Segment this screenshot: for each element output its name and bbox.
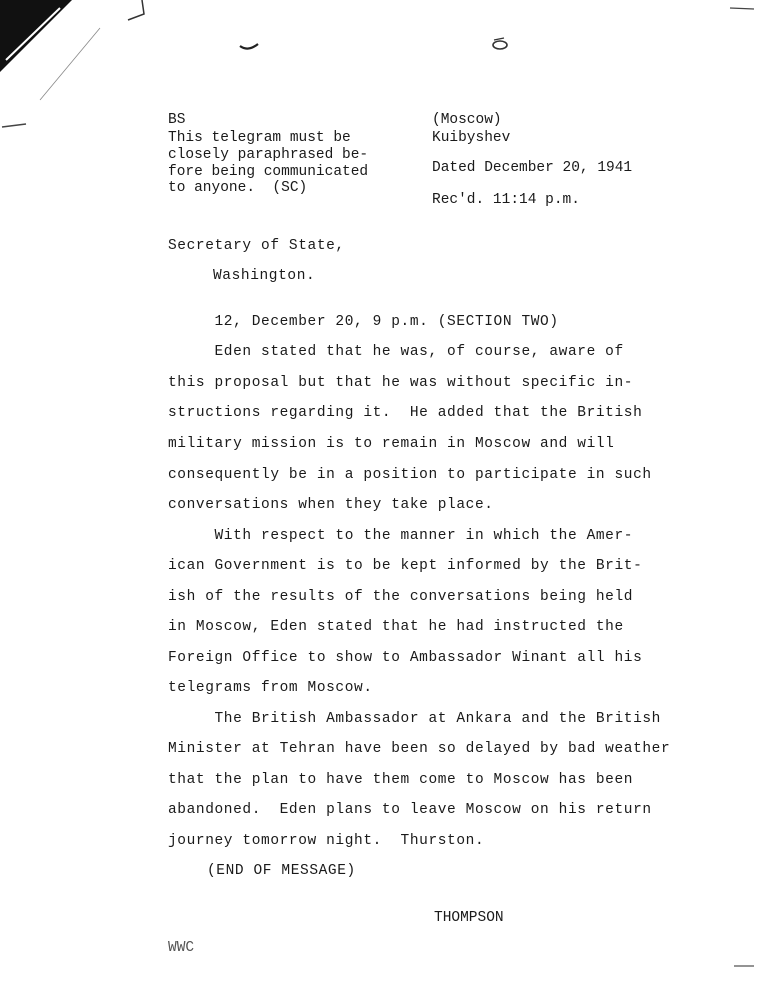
body-line: in Moscow, Eden stated that he had instructed the: [168, 619, 624, 635]
origin-line-1: (Moscow): [432, 112, 502, 128]
origin-line-2: Kuibyshev: [432, 130, 511, 146]
body-line: structions regarding it. He added that the British: [168, 405, 643, 421]
body-line: this proposal but that he was without specific in-: [168, 375, 634, 391]
body-line: conversations when they take place.: [168, 497, 494, 513]
dated-line: Dated December 20, 1941: [432, 160, 633, 176]
message-code: BS: [168, 112, 186, 128]
signature: THOMPSON: [434, 910, 504, 926]
body-line: abandoned. Eden plans to leave Moscow on his return: [168, 802, 652, 818]
addressee-line-2: Washington.: [213, 268, 316, 284]
edge-mark-bottom-right: [732, 962, 758, 970]
received-line: Rec'd. 11:14 p.m.: [432, 192, 580, 208]
end-of-message: (END OF MESSAGE): [207, 863, 356, 879]
body-line: telegrams from Moscow.: [168, 680, 373, 696]
body-line: that the plan to have them come to Moscow has been: [168, 772, 634, 788]
paraphrase-notice-line-3: fore being communicated: [168, 164, 369, 180]
body-line: Eden stated that he was, of course, aware of: [168, 344, 624, 360]
body-line: consequently be in a position to participate in such: [168, 467, 652, 483]
body-line: Foreign Office to show to Ambassador Winant all his: [168, 650, 643, 666]
body-line: ish of the results of the conversations being held: [168, 589, 634, 605]
punch-mark-left: [238, 40, 260, 54]
body-line: Minister at Tehran have been so delayed by bad weather: [168, 741, 671, 757]
corner-shadow-mark: [0, 0, 150, 130]
body-line: ican Government is to be kept informed by the Brit-: [168, 558, 643, 574]
punch-mark-right: [490, 36, 510, 52]
paraphrase-notice-line-2: closely paraphrased be-: [168, 147, 369, 163]
typist-initials: WWC: [168, 940, 195, 956]
edge-mark-top-right: [728, 4, 758, 12]
addressee-line-1: Secretary of State,: [168, 238, 345, 254]
paraphrase-notice-line-4: to anyone. (SC): [168, 180, 308, 196]
body-line: military mission is to remain in Moscow and will: [168, 436, 615, 452]
paraphrase-notice-line-1: This telegram must be: [168, 130, 351, 146]
body-line: 12, December 20, 9 p.m. (SECTION TWO): [168, 314, 559, 330]
body-line: journey tomorrow night. Thurston.: [168, 833, 485, 849]
body-line: With respect to the manner in which the Amer-: [168, 528, 634, 544]
body-line: The British Ambassador at Ankara and the British: [168, 711, 661, 727]
